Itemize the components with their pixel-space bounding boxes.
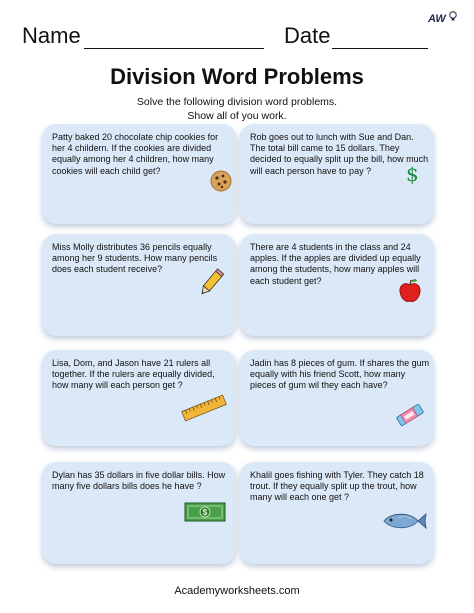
problem-card-8: [240, 462, 434, 564]
instructions-line-2: Show all of you work.: [187, 110, 287, 122]
lightbulb-icon: [448, 10, 458, 22]
pencil-icon: [196, 268, 226, 298]
cookie-icon: [210, 170, 232, 192]
footer-website: Academyworksheets.com: [174, 585, 300, 597]
name-field-line[interactable]: [84, 48, 264, 49]
problem-card-6: [240, 350, 434, 446]
svg-text:$: $: [202, 508, 208, 517]
problem-text: Miss Molly distributes 36 pencils equally among her 9 students. How many pencils does each student receive?: [52, 242, 218, 275]
academy-worksheets-logo: [428, 8, 462, 30]
problem-text: Jadin has 8 pieces of gum. If shares the gum equally with his friend Scott, how many pieces of gum wil they each have?: [250, 358, 430, 391]
problem-text: Lisa, Dom, and Jason have 21 rulers all together. If the rulers are equally divided, how many will each person get ?: [52, 358, 215, 391]
fish-icon: [380, 510, 428, 532]
gum-icon: [394, 402, 426, 428]
problem-card-5: [42, 350, 236, 446]
ruler-icon: [180, 394, 228, 422]
problem-card-2: [240, 124, 434, 224]
logo-text: AW: [428, 13, 446, 25]
problem-card-4: [240, 234, 434, 336]
problem-card-1: [42, 124, 236, 224]
date-field-line[interactable]: [332, 48, 428, 49]
problem-text: Khalil goes fishing with Tyler. They catch 18 trout. If they equally split up the trout, how many will each one get ?: [250, 470, 424, 503]
date-label: Date: [284, 23, 331, 48]
page-title: Division Word Problems: [110, 64, 364, 89]
dollar-sign-icon: $: [406, 162, 419, 186]
problem-text: Rob goes out to lunch with Sue and Dan. The total bill came to 15 dollars. They decided to equally split up the bill, how much will each person have to pay ?: [250, 132, 429, 176]
problem-text: Dylan has 35 dollars in five dollar bills. How many five dollars bills does he have ?: [52, 470, 226, 492]
problem-card-7: [42, 462, 236, 564]
header: [22, 22, 442, 54]
problem-text: There are 4 students in the class and 24 apples. If the apples are divided up equally among the students, how many apples will each student get?: [250, 242, 421, 286]
name-label: Name: [22, 23, 81, 48]
instructions-line-1: Solve the following division word problems.: [136, 96, 338, 108]
apple-icon: [398, 278, 422, 304]
problem-text: Patty baked 20 chocolate chip cookies for her 4 childern. If the cookies are divided equally among her 4 children, how many cookies will each child get?: [52, 132, 219, 176]
problem-card-3: [42, 234, 236, 336]
dollar-bill-icon: [184, 502, 226, 522]
